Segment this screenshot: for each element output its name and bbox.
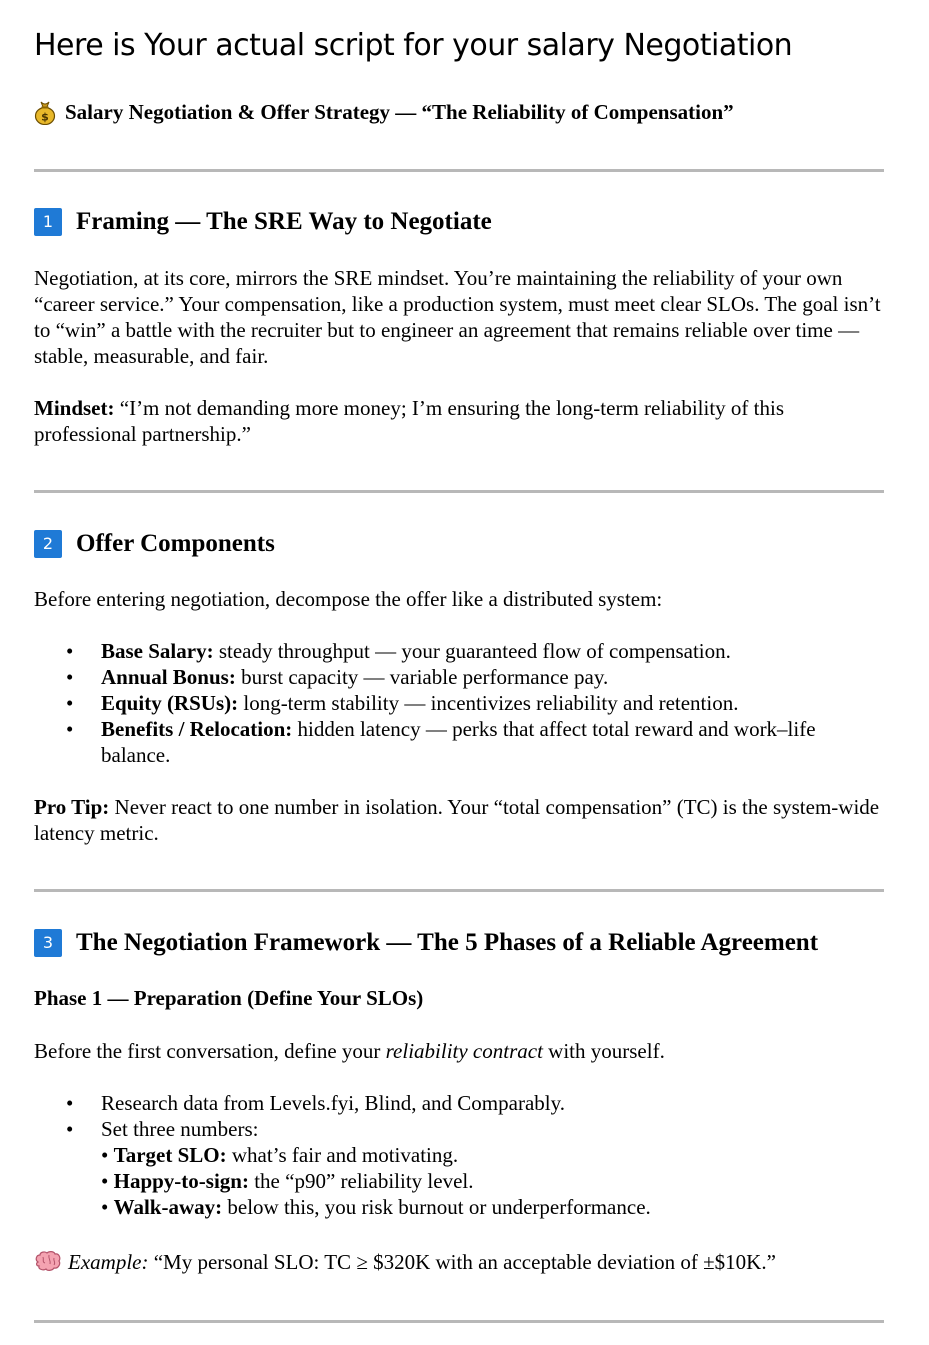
example-text: “My personal SLO: TC ≥ $320K with an acceptable deviation of ±$10K.” (148, 1250, 776, 1274)
svg-text:$: $ (41, 110, 49, 124)
example-paragraph (34, 1249, 884, 1275)
sub-item-label: Target SLO: (113, 1143, 227, 1167)
mindset-text: “I’m not demanding more money; I’m ensuring the long-term reliability of this professional partnership.” (34, 396, 785, 446)
pro-tip-label: Pro Tip: (34, 795, 110, 819)
keycap-1-icon: 1 (34, 208, 62, 236)
mindset-paragraph (34, 395, 884, 447)
list-item (34, 716, 884, 768)
section-3-heading (34, 928, 818, 958)
sub-item-text: what’s fair and motivating. (226, 1143, 459, 1167)
example-label: Example: (68, 1250, 149, 1274)
subtitle-text: Salary Negotiation & Offer Strategy — “The Reliability of Compensation” (65, 100, 734, 124)
page-title: Here is Your actual script for your salary Negotiation (34, 28, 793, 63)
sub-item: • Happy-to-sign: the “p90” reliability level. (101, 1169, 474, 1193)
list-item (34, 664, 884, 690)
list-item (34, 1116, 884, 1220)
item-label: Annual Bonus: (101, 665, 236, 689)
intro-text: with yourself. (542, 1039, 665, 1063)
brain-icon (34, 1250, 62, 1272)
list-item (34, 638, 884, 664)
section-divider (34, 1320, 884, 1323)
offer-components-list (34, 638, 884, 768)
intro-emphasis: reliability contract (385, 1039, 543, 1063)
sub-item-label: Walk-away: (113, 1195, 223, 1219)
section-divider (34, 169, 884, 172)
sub-item: • Target SLO: what’s fair and motivating. (101, 1143, 459, 1167)
money-bag-icon (34, 99, 56, 125)
item-text: hidden latency — perks that affect total reward and work–life balance. (101, 717, 816, 767)
section-1-heading (34, 207, 492, 237)
section-1-title: Framing — The SRE Way to Negotiate (76, 208, 492, 235)
sub-item-text: the “p90” reliability level. (248, 1169, 474, 1193)
phase-1-title: Phase 1 — Preparation (Define Your SLOs) (34, 986, 424, 1010)
list-item: • Research data from Levels.fyi, Blind, and Comparably. (34, 1090, 884, 1116)
preparation-intro (34, 1038, 884, 1064)
list-item (34, 690, 884, 716)
pro-tip-text: Never react to one number in isolation. Your “total compensation” (TC) is the system-wide latency metric. (34, 795, 880, 845)
intro-text: Before the first conversation, define your (34, 1039, 386, 1063)
framing-paragraph: Negotiation, at its core, mirrors the SRE mindset. You’re maintaining the reliability of your own “career service.” Your compensation, like a production system, must meet clear SLOs. The goal isn’t to “win” a battle with the recruiter but to engineer an agreement that remains reliable over time — stable, measurable, and fair. (34, 266, 881, 368)
keycap-2-icon: 2 (34, 530, 62, 558)
section-divider (34, 889, 884, 892)
preparation-list (34, 1090, 884, 1220)
item-text: steady throughput — your guaranteed flow of compensation. (213, 639, 731, 663)
components-intro: Before entering negotiation, decompose the offer like a distributed system: (34, 587, 663, 611)
document-subtitle (34, 99, 734, 125)
sub-item-label: Happy-to-sign: (113, 1169, 249, 1193)
keycap-3-icon: 3 (34, 929, 62, 957)
sub-item: • Walk-away: below this, you risk burnout or underperformance. (101, 1195, 651, 1219)
sub-item-text: below this, you risk burnout or underperformance. (222, 1195, 651, 1219)
mindset-label: Mindset: (34, 396, 115, 420)
item-label: Base Salary: (101, 639, 214, 663)
section-2-heading (34, 529, 275, 559)
section-2-title: Offer Components (76, 530, 275, 557)
item-text: long-term stability — incentivizes reliability and retention. (238, 691, 739, 715)
item-text: burst capacity — variable performance pay. (235, 665, 609, 689)
section-3-title: The Negotiation Framework — The 5 Phases of a Reliable Agreement (76, 929, 819, 956)
item-label: Equity (RSUs): (101, 691, 239, 715)
pro-tip-paragraph (34, 794, 884, 846)
item-label: Benefits / Relocation: (101, 717, 293, 741)
section-divider (34, 490, 884, 493)
item-text: Set three numbers: (101, 1117, 259, 1141)
